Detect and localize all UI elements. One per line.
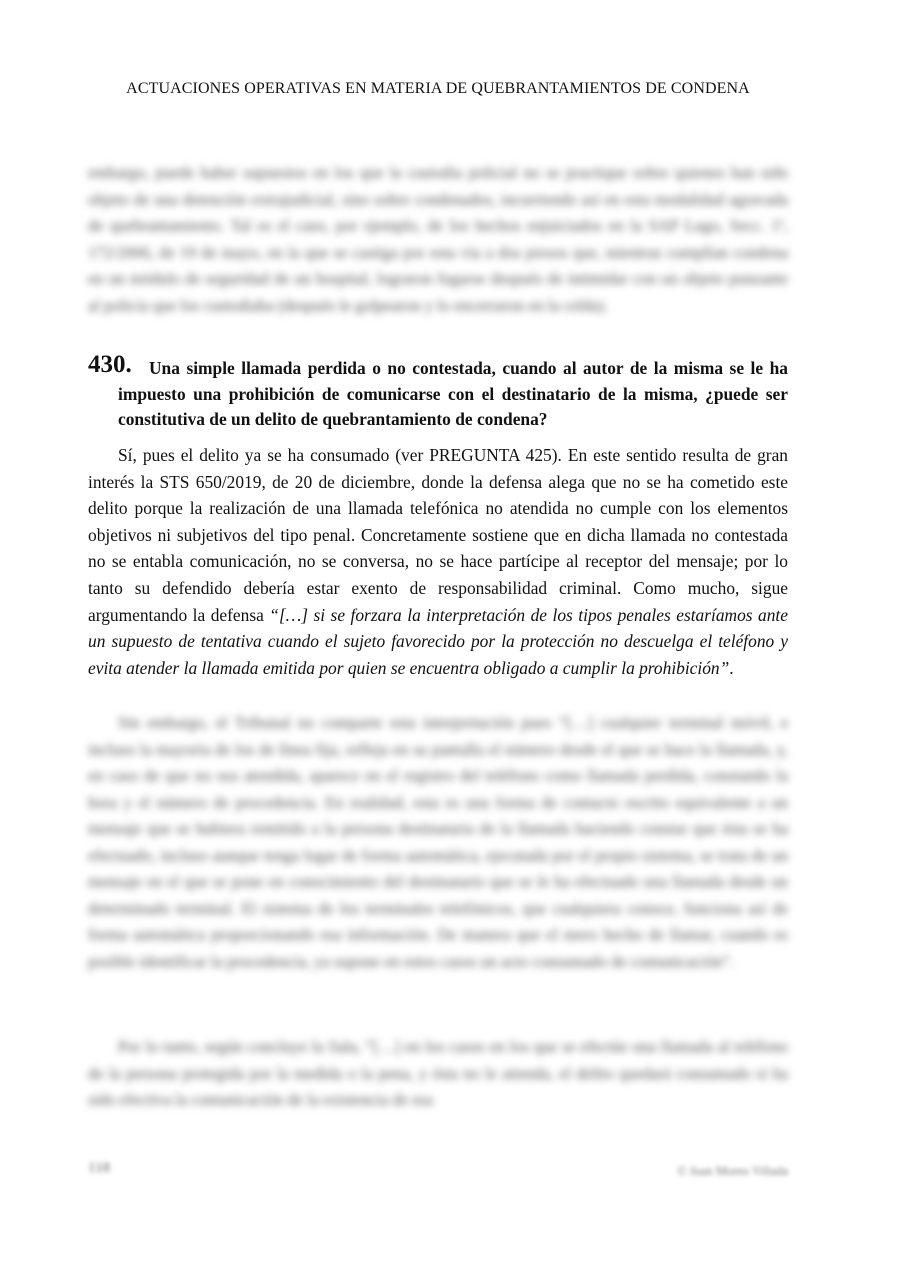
page-number: 118: [88, 1160, 110, 1176]
paragraph-text: embargo, puede haber supuestos en los que la custodia policial no se practique sobre quienes han sido objeto de una detención extrajudicial, sino sobre condenados, incurriendo así en esta modalidad agravada de quebrantamiento. Tal es el caso, por ejemplo, de los hechos enjuiciados en la SAP Lugo, Secc. 1ª, 172/2006, de 19 de mayo, en la que se castiga por esta vía a dos presos que, mientras cumplían condena en un módulo de seguridad de un hospital, lograron fugarse después de intimidar con un objeto punzante al policía que los custodiaba (después le golpearon y lo encerraron en la celda).: [88, 163, 788, 315]
paragraph-text: Por lo tanto, según concluye la Sala, “[…] en los casos en los que se efectúe una llamada al teléfono de la persona protegida por la medida o la pena, y ésta no le atienda, el delito quedará consumado si ha sido efectiva la comunicación de la existencia de esa: [88, 1037, 788, 1109]
question-number: 430.: [88, 351, 132, 378]
footer-author: © Juan Moreo Villada: [677, 1164, 788, 1178]
answer-text: Sí, pues el delito ya se ha consumado (ver PREGUNTA 425). En este sentido resulta de gran interés la STS 650/2019, de 20 de diciembre, donde la defensa alega que no se ha cometido este delito porque la realización de una llamada telefónica no atendida no cumple con los elementos objetivos ni subjetivos del tipo penal. Concretamente sostiene que en dicha llamada no contestada no se entabla comunicación, no se conversa, no se hace partícipe al receptor del mensaje; por lo tanto su defendido debería estar exento de responsabilidad criminal. Como mucho, sigue argumentando la defensa: [88, 445, 788, 625]
blurred-paragraph-bottom: [88, 1034, 788, 1114]
answer-quote: “[…] si se forzara la interpretación de los tipos penales estaríamos ante un supuesto de tentativa cuando el sujeto favorecido por la protección no descuelga el teléfono y evita atender la llamada emitida por quien se encuentra obligado a cumplir la prohibición”: [88, 604, 788, 678]
answer-end: .: [729, 657, 734, 678]
answer-paragraph: [88, 442, 788, 681]
question-block: [88, 350, 788, 433]
paragraph-text: Sin embargo, el Tribunal no comparte esta interpretación pues “[…] cualquier terminal móvil, e incluso la mayoría de los de línea fija, refleja en su pantalla el número desde el que se hace la llamada, y, en caso de que no sea atendida, aparece en el registro del teléfono como llamada perdida, constando la hora y el número de procedencia. En realidad, esta es una forma de contacto escrito equivalente a un mensaje que se hubiera remitido a la persona destinataria de la llamada haciendo constar que ésta se ha efectuado, incluso aunque tenga lugar de forma automática, ejecutada por el propio sistema, se trata de un mensaje en el que se pone en conocimiento del destinatario que se le ha efectuado una llamada desde un determinado terminal. El sistema de los terminales telefónicos, que cualquiera conoce, funciona así de forma automática proporcionando esa información. De manera que el mero hecho de llamar, cuando es posible identificar la procedencia, ya supone en estos casos un acto consumado de comunicación”.: [88, 713, 788, 971]
running-header: ACTUACIONES OPERATIVAS EN MATERIA DE QUEBRANTAMIENTOS DE CONDENA: [126, 80, 750, 97]
blurred-paragraph-middle: [88, 710, 788, 975]
question-text: Una simple llamada perdida o no contestada, cuando al autor de la misma se le ha impuesto una prohibición de comunicarse con el destinatario de la misma, ¿puede ser constitutiva de un delito de quebrantamiento de condena?: [118, 358, 788, 429]
blurred-paragraph-top: [88, 160, 788, 319]
